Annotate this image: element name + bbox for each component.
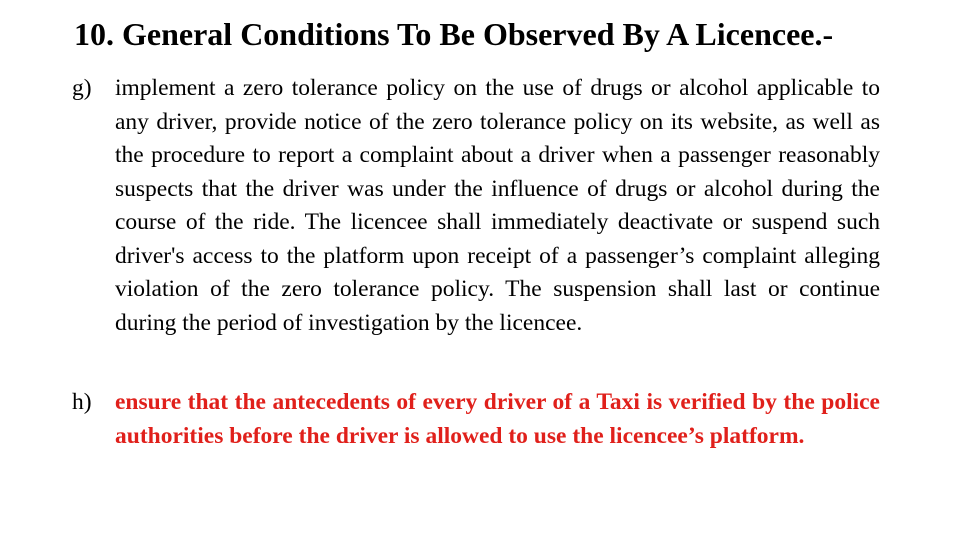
page-title: 10. General Conditions To Be Observed By A Licencee.-	[74, 16, 834, 52]
list-marker-g: g)	[72, 75, 92, 101]
list-item-g	[72, 72, 880, 340]
list-item-h	[72, 386, 880, 453]
list-item-g-text: implement a zero tolerance policy on the use of drugs or alcohol applicable to any driver, provide notice of the zero tolerance policy on its website, as well as the procedure to report a complaint about a driver when a passenger reasonably suspects that the driver was under the influence of drugs or alcohol during the course of the ride. The licencee shall immediately deactivate or suspend such driver's access to the platform upon receipt of a passenger’s complaint alleging violation of the zero tolerance policy. The suspension shall last or continue during the period of investigation by the licencee.	[115, 75, 880, 336]
list-marker-h: h)	[72, 389, 92, 415]
list-item-h-text: ensure that the antecedents of every driver of a Taxi is verified by the police authorities before the driver is allowed to use the licencee’s platform.	[115, 389, 880, 449]
